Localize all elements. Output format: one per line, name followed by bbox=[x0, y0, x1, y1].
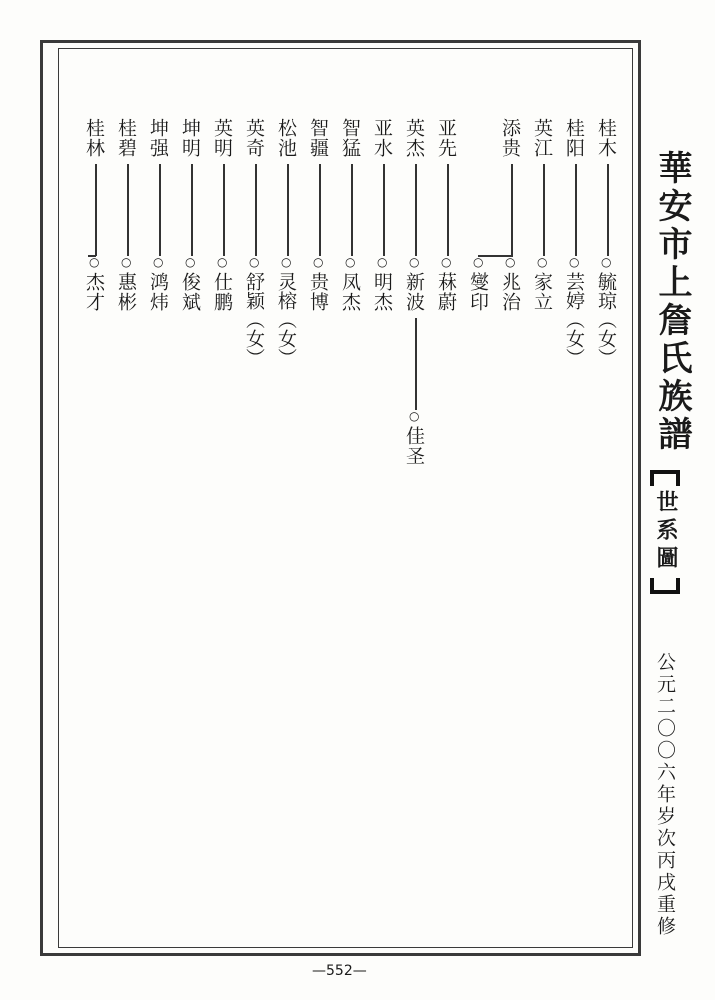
connector-line bbox=[415, 164, 417, 256]
connector-line bbox=[447, 164, 449, 256]
child-name: 灵榕（女） bbox=[275, 272, 297, 367]
child-name: 俊斌 bbox=[179, 272, 201, 312]
circle-marker-icon: ○ bbox=[441, 255, 452, 269]
connector-line bbox=[415, 318, 417, 410]
parent-name: 英明 bbox=[211, 118, 233, 158]
connector-line bbox=[607, 164, 609, 256]
bracket-top bbox=[650, 470, 680, 486]
circle-marker-icon: ○ bbox=[89, 255, 100, 269]
circle-marker-icon: ○ bbox=[185, 255, 196, 269]
parent-name: 坤明 bbox=[179, 118, 201, 158]
circle-marker-icon: ○ bbox=[121, 255, 132, 269]
parent-name: 亚水 bbox=[371, 118, 393, 158]
circle-marker-icon: ○ bbox=[473, 255, 484, 269]
parent-name: 智疆 bbox=[307, 118, 329, 158]
circle-marker-icon: ○ bbox=[601, 255, 612, 269]
circle-marker-icon: ○ bbox=[537, 255, 548, 269]
child-name: 芸婷（女） bbox=[563, 272, 585, 367]
inner-frame bbox=[58, 48, 633, 948]
parent-name: 松池 bbox=[275, 118, 297, 158]
bracket-bottom bbox=[650, 578, 680, 594]
revision-date: 公元二〇〇六年岁次丙戌重修 bbox=[654, 652, 676, 938]
connector-line bbox=[159, 164, 161, 256]
parent-name: 桂阳 bbox=[563, 118, 585, 158]
circle-marker-icon: ○ bbox=[377, 255, 388, 269]
child-name: 菻蔚 bbox=[435, 272, 457, 312]
child-name: 兆治 bbox=[499, 272, 521, 312]
connector-line bbox=[287, 164, 289, 256]
circle-marker-icon: ○ bbox=[153, 255, 164, 269]
parent-name: 桂林 bbox=[83, 118, 105, 158]
child-name: 佳圣 bbox=[403, 426, 425, 466]
child-name: 贵博 bbox=[307, 272, 329, 312]
connector-line bbox=[191, 164, 193, 256]
circle-marker-icon: ○ bbox=[505, 255, 516, 269]
page-number: —552— bbox=[312, 963, 367, 979]
parent-name: 英江 bbox=[531, 118, 553, 158]
child-name: 仕鹏 bbox=[211, 272, 233, 312]
child-name: 毓琼（女） bbox=[595, 272, 617, 367]
circle-marker-icon: ○ bbox=[249, 255, 260, 269]
child-name: 舒颖（女） bbox=[243, 272, 265, 367]
section-heading bbox=[650, 470, 680, 600]
child-name: 明杰 bbox=[371, 272, 393, 312]
child-name: 杰才 bbox=[83, 272, 105, 312]
circle-marker-icon: ○ bbox=[281, 255, 292, 269]
child-name: 家立 bbox=[531, 272, 553, 312]
connector-line bbox=[575, 164, 577, 256]
circle-marker-icon: ○ bbox=[345, 255, 356, 269]
connector-line bbox=[543, 164, 545, 256]
section-label: 世系圖 bbox=[653, 490, 679, 574]
parent-name: 英奇 bbox=[243, 118, 265, 158]
connector-line bbox=[127, 164, 129, 256]
parent-name: 智猛 bbox=[339, 118, 361, 158]
connector-line bbox=[223, 164, 225, 256]
parent-name: 桂木 bbox=[595, 118, 617, 158]
circle-marker-icon: ○ bbox=[409, 409, 420, 423]
circle-marker-icon: ○ bbox=[217, 255, 228, 269]
connector-line bbox=[319, 164, 321, 256]
parent-name: 桂碧 bbox=[115, 118, 137, 158]
child-name: 燮印 bbox=[467, 272, 489, 312]
child-name: 惠彬 bbox=[115, 272, 137, 312]
circle-marker-icon: ○ bbox=[409, 255, 420, 269]
parent-name: 英杰 bbox=[403, 118, 425, 158]
circle-marker-icon: ○ bbox=[569, 255, 580, 269]
connector-line bbox=[383, 164, 385, 256]
parent-name: 坤强 bbox=[147, 118, 169, 158]
parent-name: 亚先 bbox=[435, 118, 457, 158]
circle-marker-icon: ○ bbox=[313, 255, 324, 269]
genealogy-title: 華安市上詹氏族譜 bbox=[652, 150, 692, 454]
connector-line bbox=[511, 164, 513, 256]
child-name: 新波 bbox=[403, 272, 425, 312]
connector-line bbox=[351, 164, 353, 256]
child-name: 鸿炜 bbox=[147, 272, 169, 312]
child-name: 凤杰 bbox=[339, 272, 361, 312]
parent-name: 添贵 bbox=[499, 118, 521, 158]
connector-line bbox=[255, 164, 257, 256]
connector-line bbox=[95, 164, 97, 256]
